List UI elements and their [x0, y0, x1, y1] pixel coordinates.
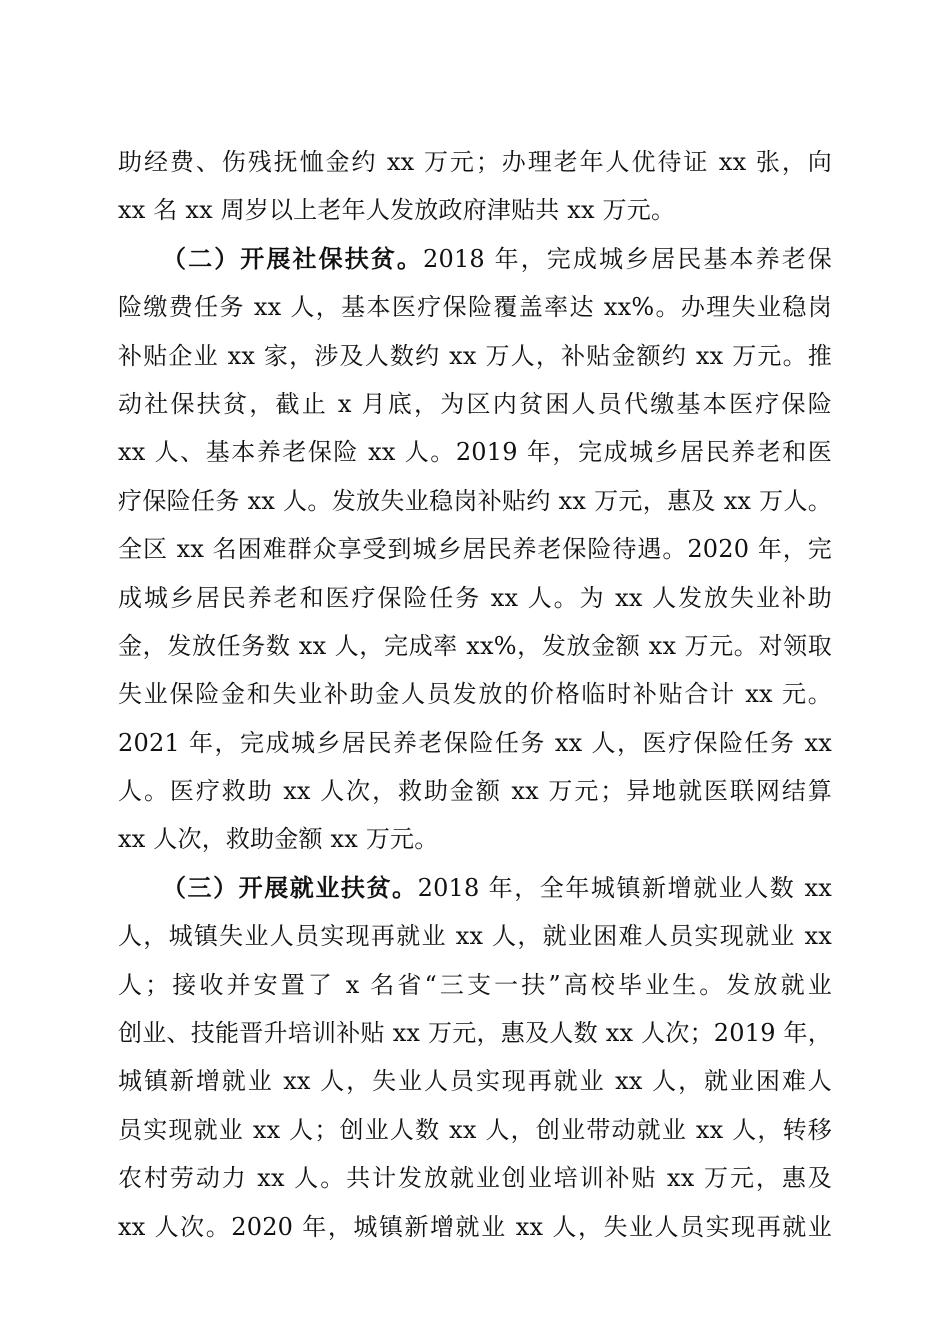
paragraph-2-line-10: 失业保险金和失业补助金人员发放的价格临时补贴合计 xx 元。: [118, 680, 832, 709]
paragraph-2-line-8: 成城乡居民养老和医疗保险任务 xx 人。为 xx 人发放失业补助: [118, 583, 832, 612]
paragraph-1-line-1: 助经费、伤残抚恤金约 xx 万元；办理老年人优待证 xx 张，向: [118, 148, 832, 176]
paragraph-3-line-7: 农村劳动力 xx 人。共计发放就业创业培训补贴 xx 万元，惠及: [118, 1164, 832, 1193]
paragraph-2-line-5: xx 人、基本养老保险 xx 人。2019 年，完成城乡居民养老和医: [118, 438, 832, 467]
paragraph-2-line-1: [118, 235, 832, 283]
paragraph-2-line-2: 险缴费任务 xx 人，基本医疗保险覆盖率达 xx%。办理失业稳岗: [118, 293, 832, 322]
paragraph-3-line-5: 城镇新增就业 xx 人，失业人员实现再就业 xx 人，就业困难人: [118, 1067, 832, 1096]
paragraph-2-first-line-text: 2018 年，完成城乡居民基本养老保: [423, 244, 832, 273]
paragraph-3-heading: （三）开展就业扶贫。: [162, 872, 418, 902]
paragraph-2-line-3: 补贴企业 xx 家，涉及人数约 xx 万人，补贴金额约 xx 万元。推: [118, 341, 832, 370]
paragraph-2-line-12: 人。医疗救助 xx 人次，救助金额 xx 万元；异地就医联网结算: [118, 777, 832, 806]
paragraph-2-line-13: xx 人次，救助金额 xx 万元。: [118, 825, 439, 854]
paragraph-3-line-8: xx 人次。2020 年，城镇新增就业 xx 人，失业人员实现再就业: [118, 1212, 832, 1241]
paragraph-3-line-3: 人；接收并安置了 x 名省“三支一扶”高校毕业生。发放就业: [118, 970, 832, 999]
paragraph-2-line-4: 动社保扶贫，截止 x 月底，为区内贫困人员代缴基本医疗保险: [118, 389, 832, 418]
paragraph-3-line-1: [118, 864, 832, 912]
paragraph-3-line-2: 人，城镇失业人员实现再就业 xx 人，就业困难人员实现就业 xx: [118, 922, 832, 951]
paragraph-2-heading: （二）开展社保扶贫。: [162, 243, 423, 273]
paragraph-3-first-line-text: 2018 年，全年城镇新增就业人数 xx: [417, 873, 833, 902]
paragraph-2-line-6: 疗保险任务 xx 人。发放失业稳岗补贴约 xx 万元，惠及 xx 万人。: [118, 486, 832, 515]
paragraph-3-line-4: 创业、技能晋升培训补贴 xx 万元，惠及人数 xx 人次；2019 年，: [118, 1019, 832, 1048]
paragraph-2-line-11: 2021 年，完成城乡居民养老保险任务 xx 人，医疗保险任务 xx: [118, 728, 832, 757]
paragraph-2-line-9: 金，发放任务数 xx 人，完成率 xx%，发放金额 xx 万元。对领取: [118, 631, 832, 660]
paragraph-2-line-7: 全区 xx 名困难群众享受到城乡居民养老保险待遇。2020 年，完: [118, 535, 832, 564]
paragraph-3-line-6: 员实现就业 xx 人；创业人数 xx 人，创业带动就业 xx 人，转移: [118, 1115, 832, 1144]
document-body: [118, 138, 832, 1251]
paragraph-1-line-2: xx 名 xx 周岁以上老年人发放政府津贴共 xx 万元。: [118, 196, 676, 225]
